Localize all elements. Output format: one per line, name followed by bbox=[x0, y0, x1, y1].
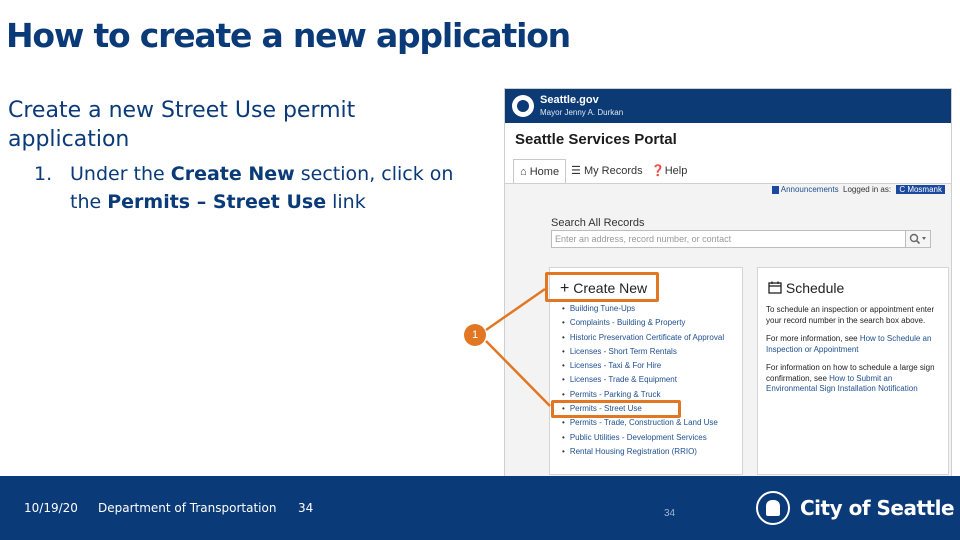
instruction-step bbox=[34, 160, 474, 216]
search-label: Search All Records bbox=[551, 217, 645, 229]
tab-my-records[interactable] bbox=[571, 159, 643, 183]
header-links bbox=[772, 185, 945, 194]
schedule-card bbox=[757, 267, 949, 475]
list-item[interactable]: • Building Tune-Ups bbox=[562, 302, 724, 316]
search-input[interactable] bbox=[551, 230, 931, 248]
tab-home[interactable] bbox=[513, 159, 566, 184]
list-item[interactable]: • Licenses - Trade & Equipment bbox=[562, 373, 724, 387]
schedule-heading-label: Schedule bbox=[785, 280, 845, 296]
list-item[interactable]: • Permits - Trade, Construction & Land Use bbox=[562, 416, 724, 430]
calendar-icon bbox=[768, 281, 782, 294]
step-text-create-new: Create New bbox=[170, 163, 295, 185]
create-new-list bbox=[562, 302, 724, 459]
seattle-seal-icon bbox=[756, 491, 790, 525]
mayor-name: Mayor Jenny A. Durkan bbox=[540, 108, 624, 117]
create-new-heading-label: Create New bbox=[573, 280, 648, 296]
seattle-logo-icon[interactable] bbox=[512, 95, 534, 117]
search-button[interactable] bbox=[905, 231, 930, 247]
schedule-paragraph-2 bbox=[766, 334, 941, 355]
plus-icon: + bbox=[560, 280, 570, 297]
step-text-permits: Permits – Street Use bbox=[107, 191, 327, 213]
sign-notification-link[interactable]: How to Submit an Environmental Sign Installation Notification bbox=[766, 373, 918, 393]
home-icon: ⌂ bbox=[520, 166, 527, 178]
help-icon: ❓ bbox=[651, 165, 665, 177]
slide-number: 34 bbox=[664, 508, 676, 519]
search-placeholder: Enter an address, record number, or contact bbox=[555, 234, 732, 244]
footer-date: 10/19/20 bbox=[24, 501, 78, 515]
step-text bbox=[34, 160, 474, 216]
create-new-highlight bbox=[545, 272, 659, 302]
list-item[interactable]: • Complaints - Building & Property bbox=[562, 316, 724, 330]
logged-in-label: Logged in as: bbox=[843, 185, 892, 194]
step-text-pre: Under the bbox=[70, 163, 171, 185]
schedule-heading bbox=[768, 280, 844, 296]
permits-street-use-link[interactable]: • Permits - Street Use bbox=[562, 402, 724, 416]
schedule-paragraph-1: To schedule an inspection or appointment enter your record number in the search box above. bbox=[766, 305, 935, 325]
list-item[interactable]: • Public Utilities - Development Services bbox=[562, 431, 724, 445]
brand-name: City of Seattle bbox=[800, 496, 955, 520]
schedule-paragraph-3 bbox=[766, 363, 941, 395]
slide-subtitle: Create a new Street Use permit application bbox=[8, 98, 356, 152]
tab-my-records-label: My Records bbox=[583, 165, 643, 177]
list-item[interactable]: • Licenses - Taxi & For Hire bbox=[562, 359, 724, 373]
tab-help-label: Help bbox=[664, 165, 688, 177]
step-text-post: link bbox=[326, 191, 366, 213]
step-text-mid: section, click on the bbox=[70, 163, 454, 213]
footer-page-number: 34 bbox=[298, 501, 314, 515]
tab-home-label: Home bbox=[529, 166, 560, 178]
announcement-icon bbox=[772, 186, 779, 194]
announcements-link[interactable]: Announcements bbox=[780, 185, 839, 194]
portal-screenshot bbox=[504, 88, 952, 488]
user-menu[interactable]: C Mosmank bbox=[896, 185, 945, 194]
list-item[interactable]: • Permits - Parking & Truck bbox=[562, 388, 724, 402]
schedule-text bbox=[766, 305, 941, 395]
list-icon: ☰ bbox=[571, 165, 581, 177]
footer-department: Department of Transportation bbox=[98, 501, 277, 515]
schedule-p2-text: For more information, see bbox=[766, 334, 860, 343]
portal-title: Seattle Services Portal bbox=[515, 131, 677, 148]
schedule-inspection-link[interactable]: How to Schedule an Inspection or Appointment bbox=[766, 334, 932, 354]
list-item[interactable]: • Rental Housing Registration (RRIO) bbox=[562, 445, 724, 459]
search-icon bbox=[909, 233, 927, 245]
schedule-p3-text: For information on how to schedule a large sign confirmation, see bbox=[766, 363, 935, 383]
site-name[interactable]: Seattle.gov bbox=[540, 94, 599, 106]
list-item[interactable]: • Historic Preservation Certificate of Approval bbox=[562, 331, 724, 345]
slide-footer bbox=[0, 476, 960, 540]
slide-title: How to create a new application bbox=[6, 16, 570, 55]
step-number: 1. bbox=[34, 163, 53, 185]
street-use-highlight bbox=[551, 400, 681, 418]
callout-badge: 1 bbox=[464, 324, 486, 346]
portal-header-bar bbox=[505, 89, 951, 123]
tab-help[interactable] bbox=[651, 159, 687, 183]
list-item[interactable]: • Licenses - Short Term Rentals bbox=[562, 345, 724, 359]
